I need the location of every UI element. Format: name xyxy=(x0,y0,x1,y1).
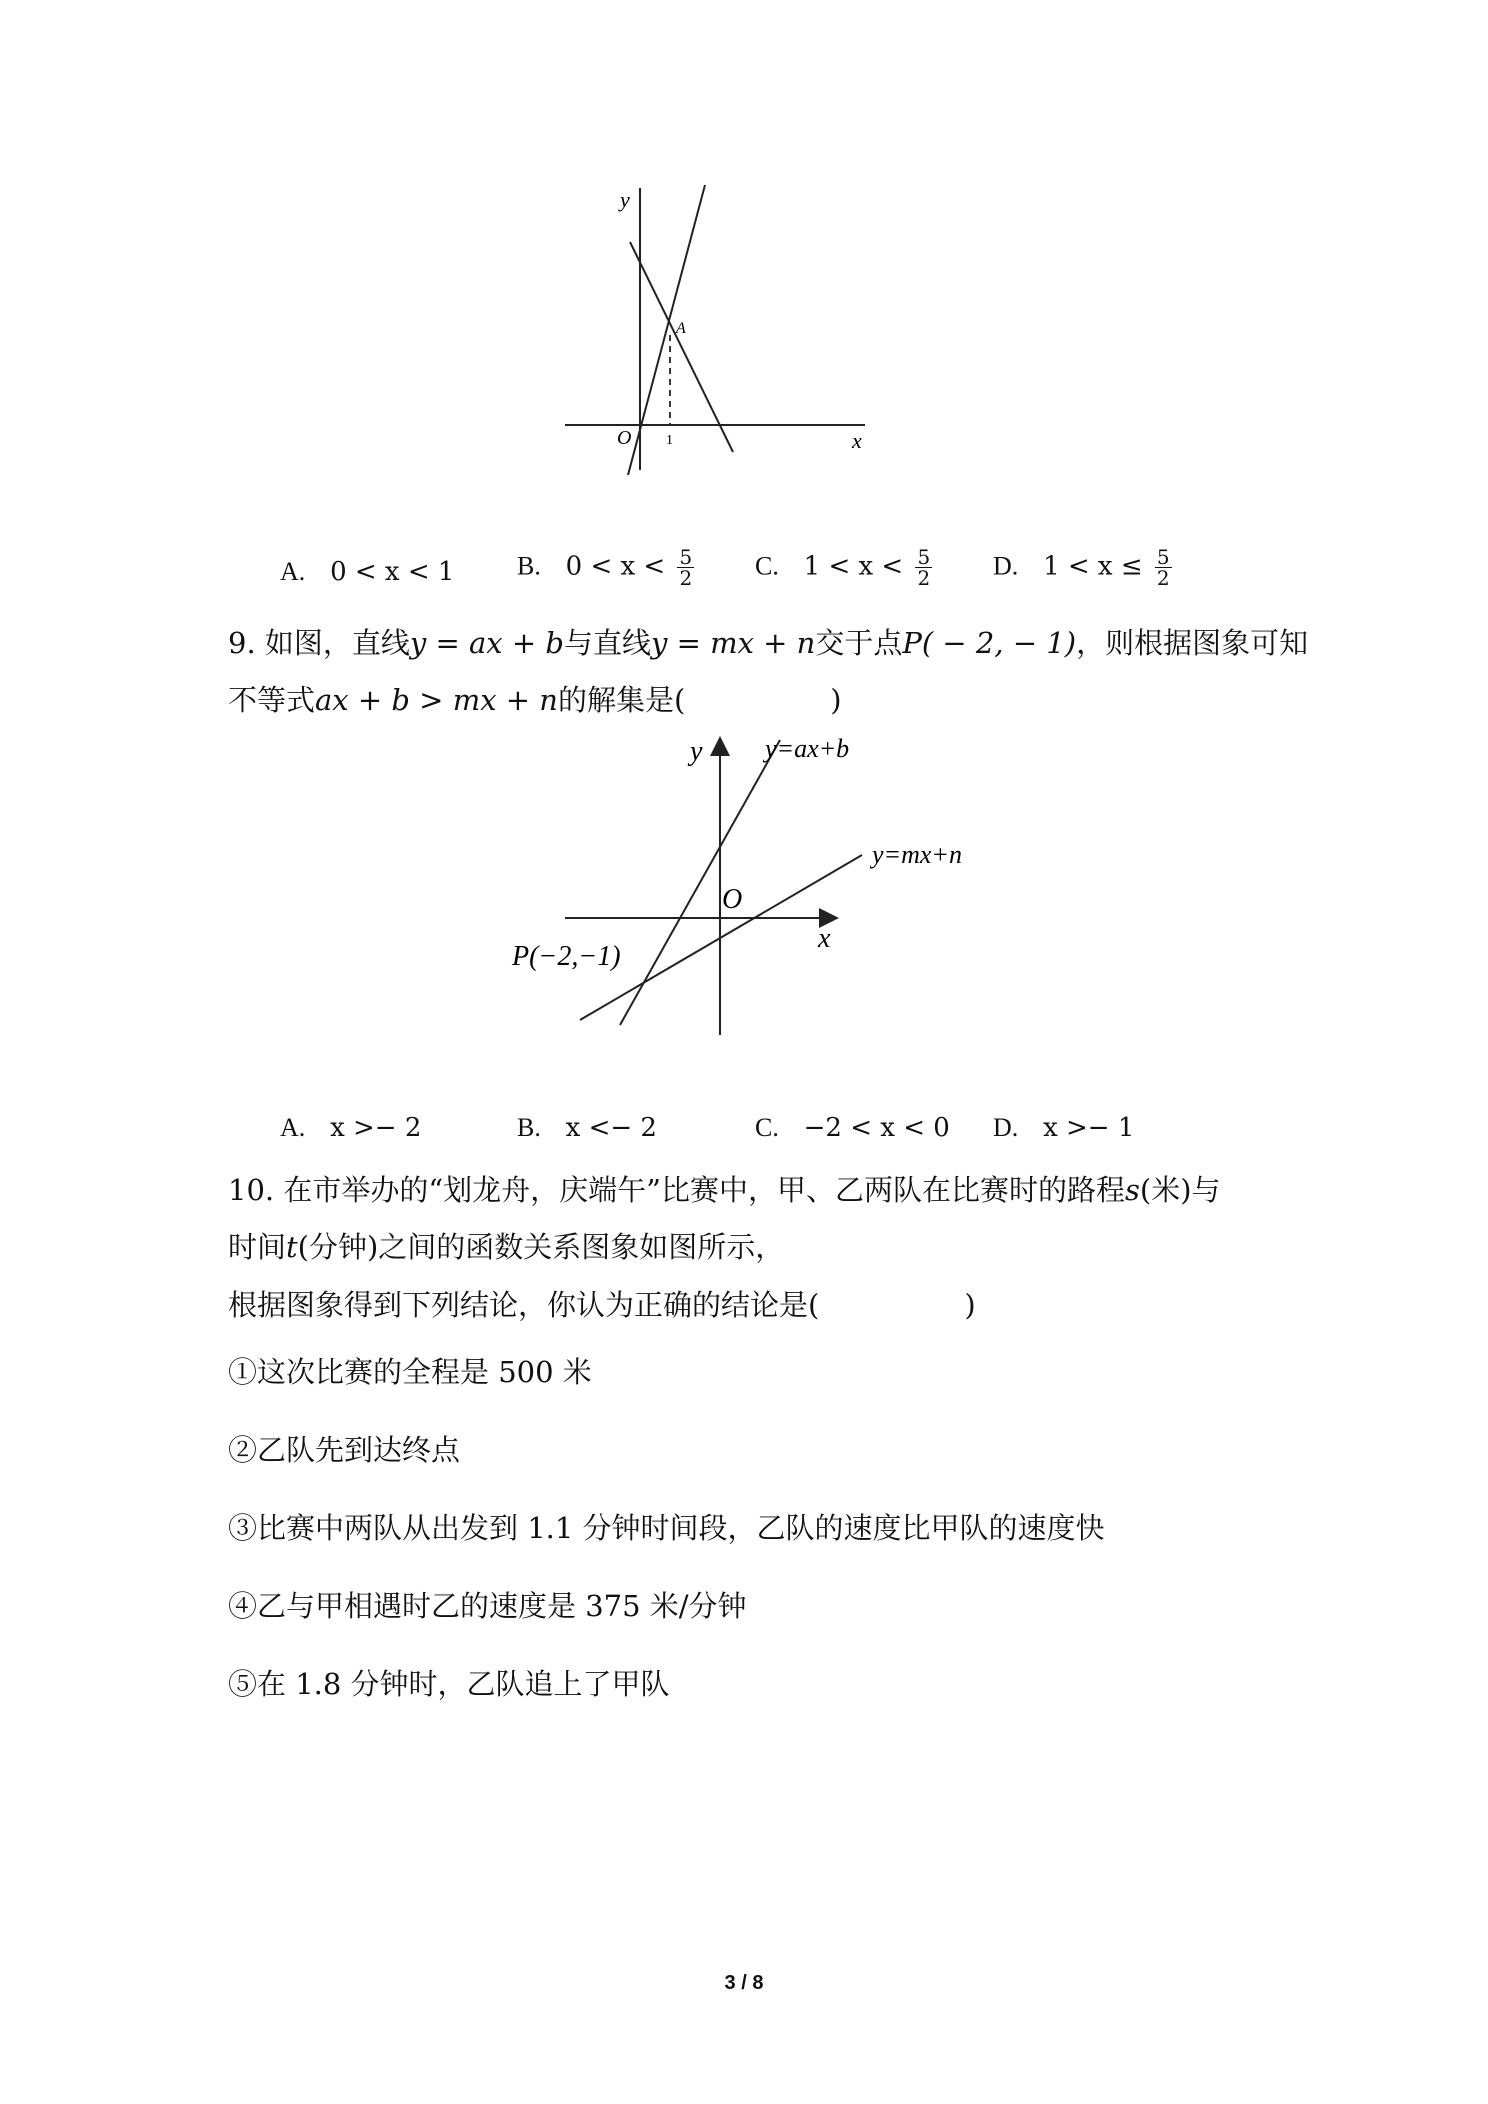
option-expression: 0 < x < xyxy=(565,551,666,582)
x-axis-label: x xyxy=(818,923,831,954)
q8-option-a[interactable] xyxy=(280,557,454,587)
figure-2-graph xyxy=(500,725,1020,1050)
text: 9. 如图，直线 xyxy=(228,626,410,660)
option-label: B. xyxy=(517,1113,541,1142)
math: y = mx + n xyxy=(650,626,816,660)
fraction xyxy=(677,547,694,588)
fraction-denominator: 2 xyxy=(679,566,693,590)
option-expression: −2 < x < 0 xyxy=(803,1113,950,1143)
q9-option-d[interactable] xyxy=(993,1113,1134,1143)
y-axis-label: y xyxy=(690,736,703,767)
q8-option-b[interactable] xyxy=(517,547,694,588)
origin-label: O xyxy=(617,427,632,449)
text: (米)与 xyxy=(1139,1173,1221,1207)
fraction-numerator: 5 xyxy=(679,545,693,569)
text: 与直线 xyxy=(563,626,651,660)
figure-1-graph xyxy=(550,180,880,480)
q10-statement-1: ①这次比赛的全程是 500 米 xyxy=(228,1355,592,1389)
line-mx-plus-n-label: y=mx+n xyxy=(872,840,962,869)
option-label: D. xyxy=(993,1113,1019,1142)
option-expression: x >− 2 xyxy=(330,1113,422,1143)
page-number: 3 / 8 xyxy=(724,1972,764,1994)
fraction xyxy=(915,547,932,588)
option-label: A. xyxy=(280,557,306,586)
option-label: C. xyxy=(755,1113,779,1142)
math: P( − 2, − 1) xyxy=(902,626,1077,660)
text: (分钟)之间的函数关系图象如图所示， xyxy=(297,1230,785,1264)
option-label: C. xyxy=(755,551,779,581)
math: t xyxy=(286,1230,298,1264)
q9-line-2 xyxy=(228,680,842,720)
point-a-label: A xyxy=(676,320,686,337)
math: s xyxy=(1125,1173,1140,1207)
option-expression: 1 < x < xyxy=(803,551,904,582)
q10-statement-4: ④乙与甲相遇时乙的速度是 375 米/分钟 xyxy=(228,1589,747,1623)
option-label: B. xyxy=(517,551,541,581)
q10-statement-2: ②乙队先到达终点 xyxy=(228,1433,461,1467)
option-expression: 0 < x < 1 xyxy=(330,557,455,587)
q10-statement-3: ③比赛中两队从出发到 1.1 分钟时间段，乙队的速度比甲队的速度快 xyxy=(228,1511,1105,1545)
origin-label: O xyxy=(722,884,743,915)
q9-option-a[interactable] xyxy=(280,1113,421,1143)
text: ，则根据图象可知 xyxy=(1076,626,1309,660)
q9-option-b[interactable] xyxy=(517,1113,657,1143)
text: 时间 xyxy=(228,1230,287,1264)
q8-option-c[interactable] xyxy=(755,547,932,588)
figure-1-svg xyxy=(550,180,880,480)
tick-1-label: 1 xyxy=(666,433,673,448)
text: 的解集是( ) xyxy=(557,683,842,717)
q9-option-c[interactable] xyxy=(755,1113,950,1143)
option-label: A. xyxy=(280,1113,306,1142)
fraction-denominator: 2 xyxy=(917,566,931,590)
fraction-numerator: 5 xyxy=(1156,545,1170,569)
fraction-numerator: 5 xyxy=(917,545,931,569)
text: 10. 在市举办的“划龙舟，庆端午”比赛中，甲、乙两队在比赛时的路程 xyxy=(228,1173,1125,1207)
option-label: D. xyxy=(993,551,1019,581)
figure-2-svg xyxy=(500,725,1020,1050)
fraction xyxy=(1155,547,1172,588)
line-ax-plus-b-label: y=ax+b xyxy=(765,734,850,763)
q10-line-3: 根据图象得到下列结论，你认为正确的结论是( ) xyxy=(228,1288,976,1322)
x-axis-label: x xyxy=(852,428,862,453)
y-axis-label: y xyxy=(620,187,630,212)
q10-line-1 xyxy=(228,1170,1221,1210)
point-p-label: P(−2,−1) xyxy=(512,941,621,972)
fraction-denominator: 2 xyxy=(1156,566,1170,590)
math: ax + b > mx + n xyxy=(315,683,558,717)
q9-line-1 xyxy=(228,623,1308,663)
math: y = ax + b xyxy=(409,626,564,660)
option-expression: x <− 2 xyxy=(565,1113,657,1143)
q10-line-2 xyxy=(228,1227,784,1267)
q8-option-d[interactable] xyxy=(993,547,1172,588)
q10-statement-5: ⑤在 1.8 分钟时，乙队追上了甲队 xyxy=(228,1667,670,1701)
option-expression: x >− 1 xyxy=(1043,1113,1135,1143)
text: 交于点 xyxy=(815,626,903,660)
text: 不等式 xyxy=(228,683,316,717)
option-expression: 1 < x ≤ xyxy=(1043,551,1143,582)
